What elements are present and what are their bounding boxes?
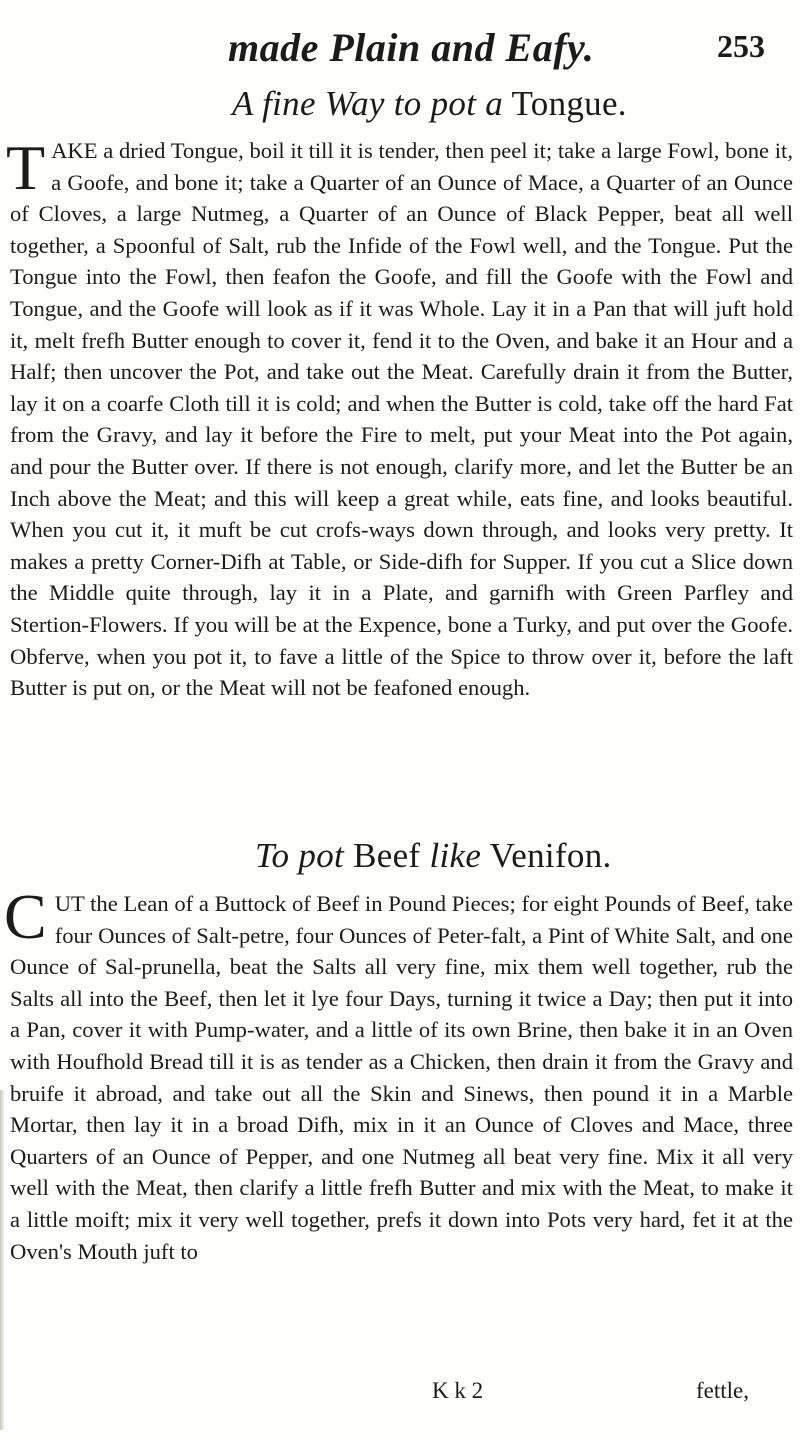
drop-cap: T	[6, 132, 46, 203]
recipe-title-subject: Beef	[353, 836, 421, 875]
recipe-text-beef	[4, 881, 793, 1267]
recipe-title-prefix: A fine Way to pot a	[232, 84, 504, 123]
signature-mark: K k 2	[432, 1378, 484, 1403]
recipe-title-tongue	[232, 84, 627, 124]
recipe-title-like: like	[429, 836, 482, 875]
running-title: made Plain and Eafy.	[228, 25, 595, 70]
recipe-paragraph: UT the Lean of a Buttock of Beef in Pound Pieces; for eight Pounds of Beef, take four Ounces of Salt-petre, four Ounces of Peter-falt, a Pint of White Salt, and one Ounce of Sal-prunella, beat the Salts all very fine, mix them well together, rub the Salts all into the Beef, then let it lye four Days, turning it twice a Day; then put it into a Pan, cover it with Pump-water, and a little of its own Brine, then bake it in an Oven with Houfhold Bread till it is as tender as a Chicken, then drain it from the Gravy and bruife it abroad, and take out all the Skin and Sinews, then pound it in a Marble Mortar, then lay it in a broad Difh, mix in it an Ounce of Cloves and Mace, three Quarters of an Ounce of Pepper, and one Nutmeg all beat very fine. Mix it all very well with the Meat, then clarify a little frefh Butter and mix with the Meat, to make it a little moift; mix it very well together, prefs it down into Pots very hard, fet it at the Oven's Mouth juft to	[10, 891, 793, 1264]
drop-cap: C	[4, 881, 47, 952]
recipe-title-subject: Tongue.	[511, 84, 627, 123]
page-footer	[0, 1378, 800, 1408]
recipe-title-suffix: Venifon.	[489, 836, 612, 875]
recipe-text-tongue	[6, 132, 793, 704]
catchword: fettle,	[696, 1378, 749, 1403]
binding-shadow	[0, 1090, 4, 1430]
page-number: 253	[717, 28, 765, 64]
recipe-paragraph: AKE a dried Tongue, boil it till it is tender, then peel it; take a large Fowl, bone it, a Goofe, and bone it; take a Quarter of an Ounce of Mace, a Quarter of an Ounce of Cloves, a large Nutmeg, a Quarter of an Ounce of Black Pepper, beat all well together, a Spoonful of Salt, rub the Infide of the Fowl well, and the Tongue. Put the Tongue into the Fowl, then feafon the Goofe, and fill the Goofe with the Fowl and Tongue, and the Goofe will look as if it was Whole. Lay it in a Pan that will juft hold it, melt frefh Butter enough to cover it, fend it to the Oven, and bake it an Hour and a Half; then uncover the Pot, and take out the Meat. Carefully drain it from the Butter, lay it on a coarfe Cloth till it is cold; and when the Butter is cold, take off the hard Fat from the Gravy, and lay it before the Fire to melt, put your Meat into the Pot again, and pour the Butter over. If there is not enough, clarify more, and let the Butter be an Inch above the Meat; and this will keep a great while, eats fine, and looks beautiful. When you cut it, it muft be cut crofs-ways down through, and looks very pretty. It makes a pretty Corner-Difh at Table, or Side-difh for Supper. If you cut a Slice down the Middle quite through, lay it in a Plate, and garnifh with Green Parfley and Stertion-Flowers. If you will be at the Expence, bone a Turky, and put over the Goofe. Obferve, when you pot it, to fave a little of the Spice to throw over it, before the laft Butter is put on, or the Meat will not be feafoned enough.	[10, 138, 793, 701]
recipe-title-beef	[255, 836, 612, 876]
recipe-title-prefix: To pot	[255, 836, 345, 875]
running-head	[0, 20, 800, 70]
